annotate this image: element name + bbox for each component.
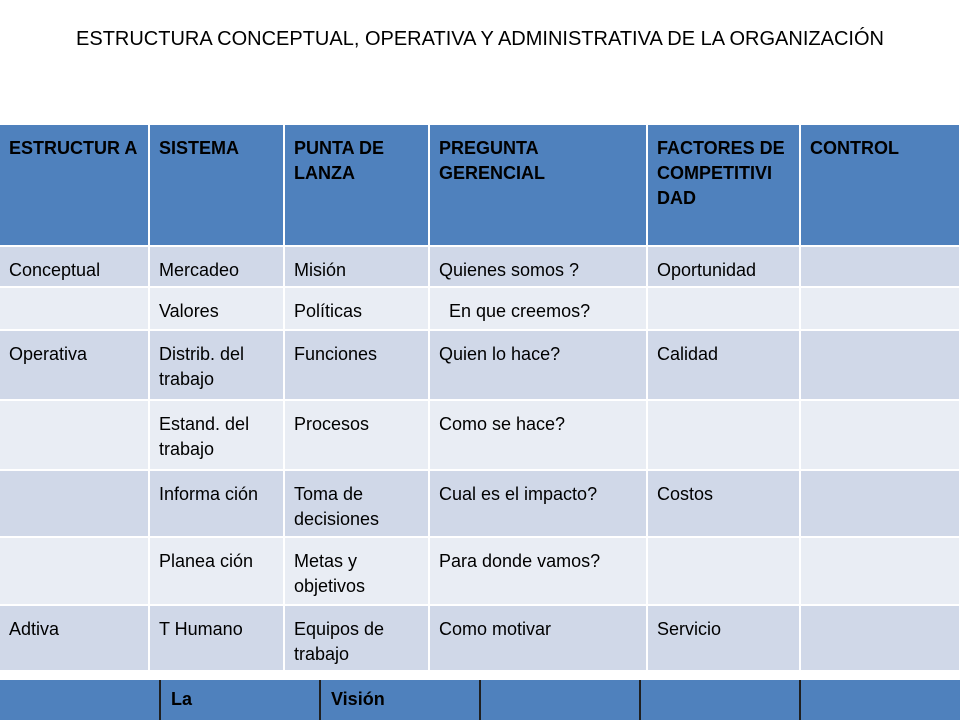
table-cell: Quienes somos ? [429,246,647,287]
table-cell [800,287,960,330]
table-row [0,330,960,400]
overlapping-table-strip [0,680,960,720]
table-cell: Misión [284,246,429,287]
table-cell: En que creemos? [429,287,647,330]
table-cell: Distrib. del trabajo [149,330,284,400]
table-cell [0,287,149,330]
table-cell [800,537,960,605]
table-cell: Calidad [647,330,800,400]
table-row [0,287,960,330]
table-row [0,400,960,470]
table-cell [800,680,960,720]
table-cell: Como se hace? [429,400,647,470]
table-cell [800,246,960,287]
table-cell [800,605,960,671]
table-cell [0,680,160,720]
table-cell: Políticas [284,287,429,330]
table-cell: Funciones [284,330,429,400]
table-cell [800,400,960,470]
table-cell: T Humano [149,605,284,671]
table-cell: Metas y objetivos [284,537,429,605]
table-cell [0,400,149,470]
table-cell: Adtiva [0,605,149,671]
table-cell: Costos [647,470,800,537]
table-cell: Para donde vamos? [429,537,647,605]
header-estructura: ESTRUCTUR A [0,125,149,246]
table-cell: Informa ción [149,470,284,537]
table-cell: Planea ción [149,537,284,605]
table-row [0,537,960,605]
table-cell [640,680,800,720]
table-cell: Estand. del trabajo [149,400,284,470]
table-cell [800,470,960,537]
table-cell: Conceptual [0,246,149,287]
table-cell [647,287,800,330]
table-cell: La [160,680,320,720]
table-cell: Como motivar [429,605,647,671]
table-cell: Mercadeo [149,246,284,287]
table-header-row [0,125,960,246]
table-cell [480,680,640,720]
table-cell [0,537,149,605]
header-control: CONTROL [800,125,960,246]
table-cell: Quien lo hace? [429,330,647,400]
table-row [0,470,960,537]
table-cell: Procesos [284,400,429,470]
table-cell: Equipos de trabajo [284,605,429,671]
header-punta-de-lanza: PUNTA DE LANZA [284,125,429,246]
table-cell: Operativa [0,330,149,400]
table-cell [647,537,800,605]
header-sistema: SISTEMA [149,125,284,246]
table-cell: Valores [149,287,284,330]
table-cell: Oportunidad [647,246,800,287]
table-row [0,680,960,720]
structure-table [0,125,960,672]
slide-title: ESTRUCTURA CONCEPTUAL, OPERATIVA Y ADMINISTRATIVA DE LA ORGANIZACIÓN [76,28,884,50]
table-cell [800,330,960,400]
table-row [0,605,960,671]
table-cell [647,400,800,470]
header-pregunta-gerencial: PREGUNTA GERENCIAL [429,125,647,246]
table-cell: Toma de decisiones [284,470,429,537]
table-cell: Servicio [647,605,800,671]
header-factores-competitividad: FACTORES DE COMPETITIVI DAD [647,125,800,246]
table-cell [0,470,149,537]
table-cell: Visión [320,680,480,720]
table-row [0,246,960,287]
table-cell: Cual es el impacto? [429,470,647,537]
